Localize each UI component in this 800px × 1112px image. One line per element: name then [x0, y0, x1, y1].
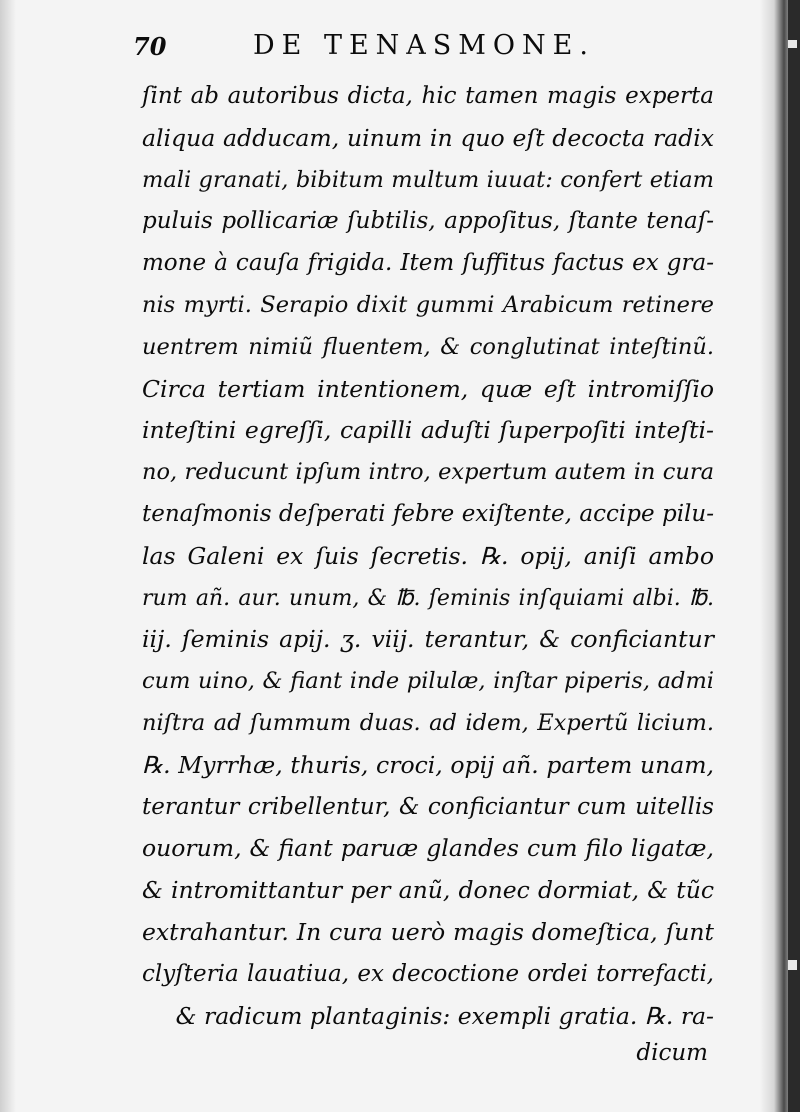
- book-spine: [788, 0, 800, 1112]
- text-line: ouorum, & fiant paruæ glandes cum filo ligatæ,: [142, 834, 714, 863]
- text-line: mali granati, bibitum multum iuuat: confert etiam: [142, 166, 714, 193]
- spine-notch: [788, 40, 797, 48]
- text-line: Circa tertiam intentionem, quæ eſt intromiſſio: [142, 374, 714, 403]
- catchword: dicum: [636, 1040, 708, 1066]
- text-line: ſint ab autoribus dicta, hic tamen magis experta: [142, 83, 714, 109]
- text-line: nis myrti. Serapio dixit gummi Arabicum retinere: [142, 291, 714, 318]
- text-line: mone à cauſa frigida. Item ſuffitus factus ex gra-: [142, 250, 714, 277]
- text-line: cum uino, & fiant inde pilulæ, inſtar piperis, admi: [142, 668, 714, 695]
- text-line: no, reducunt ipſum intro, expertum autem in cura: [142, 459, 714, 486]
- text-line: inteſtini egreſſi, capilli aduſti ſuperpoſiti inteſti-: [142, 416, 714, 445]
- text-line: clyſteria lauatiua, ex decoctione ordei torrefacti,: [142, 960, 714, 987]
- body-text: [142, 76, 714, 1037]
- text-line: tenaſmonis deſperati febre exiſtente, accipe pilu-: [142, 500, 714, 527]
- running-title: DE TENASMONE.: [253, 30, 595, 61]
- text-line: niſtra ad ſummum duas. ad idem, Expertũ licium.: [142, 709, 714, 736]
- text-line: uentrem nimiũ fluentem, & conglutinat inteſtinũ.: [142, 333, 714, 360]
- text-line: & radicum plantaginis: exempli gratia. ℞. ra-: [175, 1001, 714, 1030]
- page-header: [133, 30, 653, 62]
- text-line: terantur cribellentur, & conficiantur cum uitellis: [142, 793, 714, 820]
- page-left-edge: [0, 0, 16, 1112]
- text-line: ℞. Myrrhæ, thuris, croci, opij añ. partem unam,: [142, 750, 714, 779]
- text-line: las Galeni ex ſuis ſecretis. ℞. opij, aniſi ambo: [142, 541, 714, 570]
- spine-notch: [788, 960, 797, 970]
- page-number: 70: [133, 32, 167, 61]
- text-line: iij. ſeminis apij. ʒ. viij. terantur, & conficiantur: [142, 625, 714, 654]
- text-line: extrahantur. In cura uerò magis domeſtica, ſunt: [142, 917, 714, 946]
- text-line: rum añ. aur. unum, & ℔. ſeminis inſquiami albi. ℔.: [142, 585, 714, 611]
- text-line: & intromittantur per anũ, donec dormiat, & tũc: [142, 876, 714, 905]
- text-line: aliqua adducam, uinum in quo eſt decocta radix: [142, 123, 714, 152]
- text-line: puluis pollicariæ ſubtilis, appoſitus, ſtante tenaſ-: [142, 208, 714, 235]
